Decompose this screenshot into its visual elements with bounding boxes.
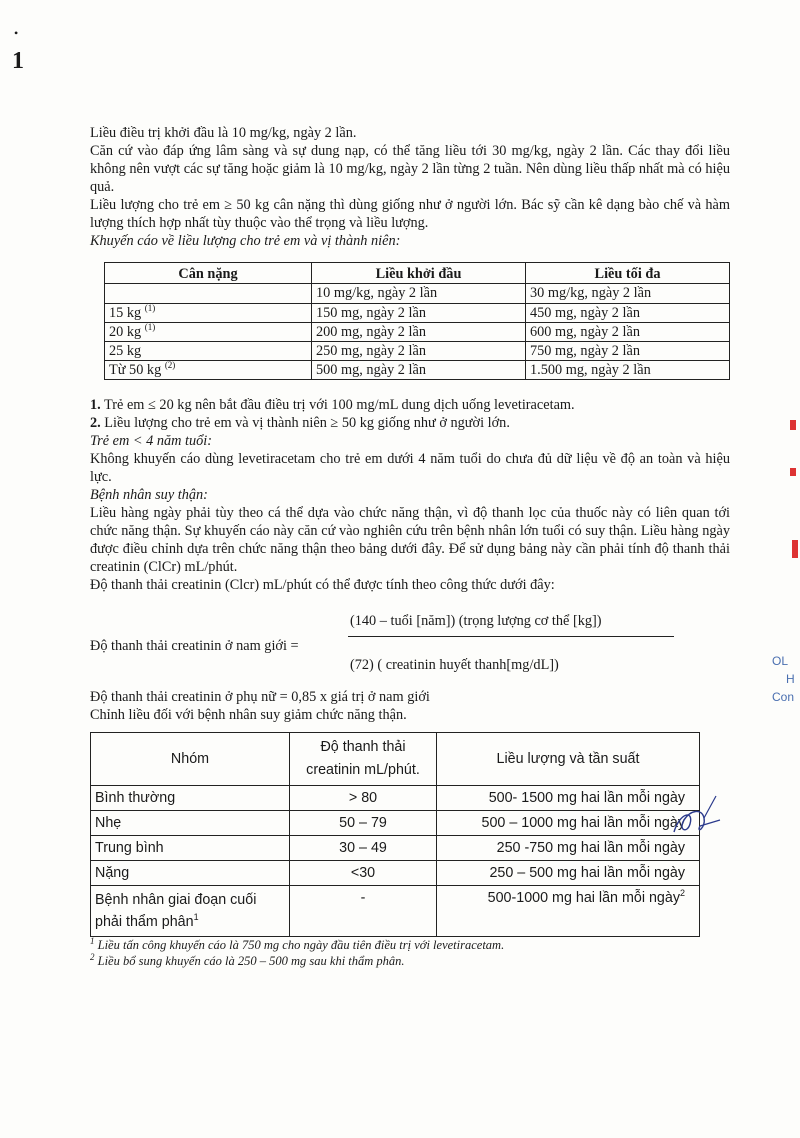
weight-value: Từ 50 kg [109, 362, 162, 378]
col-header-dosage: Liều lượng và tần suất [437, 733, 700, 786]
cell-max-dose: 600 mg, ngày 2 lần [526, 323, 730, 342]
footnote-1 [90, 937, 730, 953]
footnote-1-text: Liều tấn công khuyến cáo là 750 mg cho ngày đầu tiên điều trị với levetiracetam. [94, 938, 505, 952]
renal-dose-table [90, 732, 700, 937]
cell-start-dose: 500 mg, ngày 2 lần [312, 361, 526, 380]
weight-value: 15 kg [109, 305, 142, 321]
pediatric-dose-table [104, 262, 730, 380]
table-row [105, 304, 730, 323]
cell-start-dose: 150 mg, ngày 2 lần [312, 304, 526, 323]
footnote-2-text: Liều bổ sung khuyến cáo là 250 – 500 mg sau khi thẩm phân. [94, 954, 405, 968]
group-footnote-ref: 1 [193, 912, 199, 923]
note-2-number: 2. [90, 415, 101, 431]
table-row [91, 886, 700, 937]
cell-weight [105, 361, 312, 380]
cell-clcr: 30 – 49 [290, 836, 437, 861]
cell-weight [105, 323, 312, 342]
edge-red-mark [792, 540, 798, 558]
cell-clcr: 50 – 79 [290, 811, 437, 836]
renal-table-title: Chỉnh liều đối với bệnh nhân suy giảm chức năng thận. [90, 707, 407, 723]
cell-group: Bình thường [91, 786, 290, 811]
page-marker: • [14, 26, 19, 40]
cell-group: Nhẹ [91, 811, 290, 836]
document-body [90, 124, 730, 969]
subheader-start-dose: 10 mg/kg, ngày 2 lần [312, 284, 526, 304]
footnote-2 [90, 953, 730, 969]
weight-value: 20 kg [109, 324, 142, 340]
col-header-clcr: Độ thanh thải creatinin mL/phút. [290, 733, 437, 786]
table-row [91, 811, 700, 836]
edge-stamp [772, 652, 800, 706]
table-row [105, 361, 730, 380]
fraction-line [348, 636, 674, 637]
creatinine-formula [90, 606, 730, 688]
col-header-max-dose: Liều tối đa [526, 263, 730, 284]
cell-max-dose: 1.500 mg, ngày 2 lần [526, 361, 730, 380]
table-row [91, 786, 700, 811]
col-header-group: Nhóm [91, 733, 290, 786]
note-2-text: Liều lượng cho trẻ em và vị thành niên ≥ 50 kg giống như ở người lớn. [100, 415, 510, 431]
note-1 [90, 396, 730, 414]
cell-dosage: 500 – 1000 mg hai lần mỗi ngày [437, 811, 700, 836]
cell-dosage [437, 886, 700, 937]
table-row [105, 342, 730, 361]
formula-denominator: (72) ( creatinin huyết thanh[mg/dL]) [350, 657, 559, 673]
group-label: Bệnh nhân giai đoạn cuối phải thẩm phân [95, 892, 257, 930]
cell-start-dose: 200 mg, ngày 2 lần [312, 323, 526, 342]
formula-label: Độ thanh thải creatinin ở nam giới = [90, 638, 299, 654]
table-row [91, 861, 700, 886]
cell-clcr: > 80 [290, 786, 437, 811]
weight-footnote-ref: (1) [144, 322, 156, 333]
footnote-1-marker: 1 [90, 935, 95, 946]
formula-numerator: (140 – tuổi [năm]) (trọng lượng cơ thể [kg]) [350, 613, 602, 629]
renal-text: Liều hàng ngày phải tùy theo cá thể dựa vào chức năng thận, vì độ thanh lọc của thuốc này có liên quan tới chức năng thận. Sự khuyến cáo này căn cứ vào nghiên cứu trên bệnh nhân lớn tuổi có suy thận. Liều hàng ngày được điều chỉnh dựa trên chức năng thận theo bảng dưới đây. Để sử dụng bảng này cần phải tính độ thanh thải creatinin (ClCr) mL/phút. [90, 505, 730, 575]
dose-notes [90, 396, 730, 576]
edge-stamp-line: Con [772, 690, 795, 704]
signature-mark [660, 790, 730, 850]
note-1-text: Trẻ em ≤ 20 kg nên bắt đầu điều trị với 100 mg/mL dung dịch uống levetiracetam. [100, 397, 575, 413]
note-1-number: 1. [90, 397, 101, 413]
under-4-heading: Trẻ em < 4 năm tuổi: [90, 433, 213, 449]
edge-red-mark [790, 468, 796, 476]
cell-dosage: 250 -750 mg hai lần mỗi ngày [437, 836, 700, 861]
subheader-weight [105, 284, 312, 304]
col-header-start-dose: Liều khởi đầu [312, 263, 526, 284]
edge-stamp-line: OL [772, 654, 789, 668]
cell-max-dose: 750 mg, ngày 2 lần [526, 342, 730, 361]
cell-group [91, 886, 290, 937]
table-row [105, 323, 730, 342]
intro-paragraph-1: Liều điều trị khởi đầu là 10 mg/kg, ngày 2 lần. [90, 125, 357, 141]
cell-max-dose: 450 mg, ngày 2 lần [526, 304, 730, 323]
weight-footnote-ref: (2) [164, 360, 176, 371]
footnote-2-marker: 2 [90, 951, 95, 962]
col-header-weight: Cân nặng [105, 263, 312, 284]
cell-clcr: <30 [290, 861, 437, 886]
formula-intro: Độ thanh thải creatinin (Clcr) mL/phút có thể được tính theo công thức dưới đây: [90, 577, 555, 593]
edge-stamp-line: H [786, 672, 795, 686]
table-row [91, 836, 700, 861]
intro-paragraph-2: Căn cứ vào đáp ứng lâm sàng và sự dung nạp, có thể tăng liều tới 30 mg/kg, ngày 2 lần. Các thay đổi liều không nên vượt các sự tăng hoặc giảm là 10 mg/kg, ngày 2 lần từng 2 tuần. Nên dùng liều thấp nhất mà có hiệu quả. [90, 143, 730, 195]
dosage-footnote-ref: 2 [679, 888, 685, 899]
cell-weight [105, 304, 312, 323]
cell-group: Nặng [91, 861, 290, 886]
pediatric-dose-heading: Khuyến cáo về liều lượng cho trẻ em và vị thành niên: [90, 233, 401, 249]
female-formula: Độ thanh thải creatinin ở phụ nữ = 0,85 x giá trị ở nam giới [90, 689, 430, 705]
under-4-text: Không khuyến cáo dùng levetiracetam cho trẻ em dưới 4 năm tuổi do chưa đủ dữ liệu về độ an toàn và hiệu lực. [90, 451, 730, 485]
weight-value: 25 kg [109, 343, 142, 359]
intro-paragraph-3: Liều lượng cho trẻ em ≥ 50 kg cân nặng thì dùng giống như ở người lớn. Bác sỹ cần kê dạng bào chế và hàm lượng thích hợp nhất tùy thuộc vào thể trọng và liều lượng. [90, 197, 730, 231]
cell-weight [105, 342, 312, 361]
weight-footnote-ref: (1) [144, 303, 156, 314]
cell-dosage: 250 – 500 mg hai lần mỗi ngày [437, 861, 700, 886]
cell-clcr: - [290, 886, 437, 937]
subheader-max-dose: 30 mg/kg, ngày 2 lần [526, 284, 730, 304]
cell-dosage: 500- 1500 mg hai lần mỗi ngày [437, 786, 700, 811]
note-2 [90, 414, 730, 432]
cell-start-dose: 250 mg, ngày 2 lần [312, 342, 526, 361]
page-number: 1 [12, 48, 24, 74]
renal-heading: Bệnh nhân suy thận: [90, 487, 208, 503]
edge-red-mark [790, 420, 796, 430]
dosage-value: 500-1000 mg hai lần mỗi ngày [487, 890, 680, 906]
cell-group: Trung bình [91, 836, 290, 861]
